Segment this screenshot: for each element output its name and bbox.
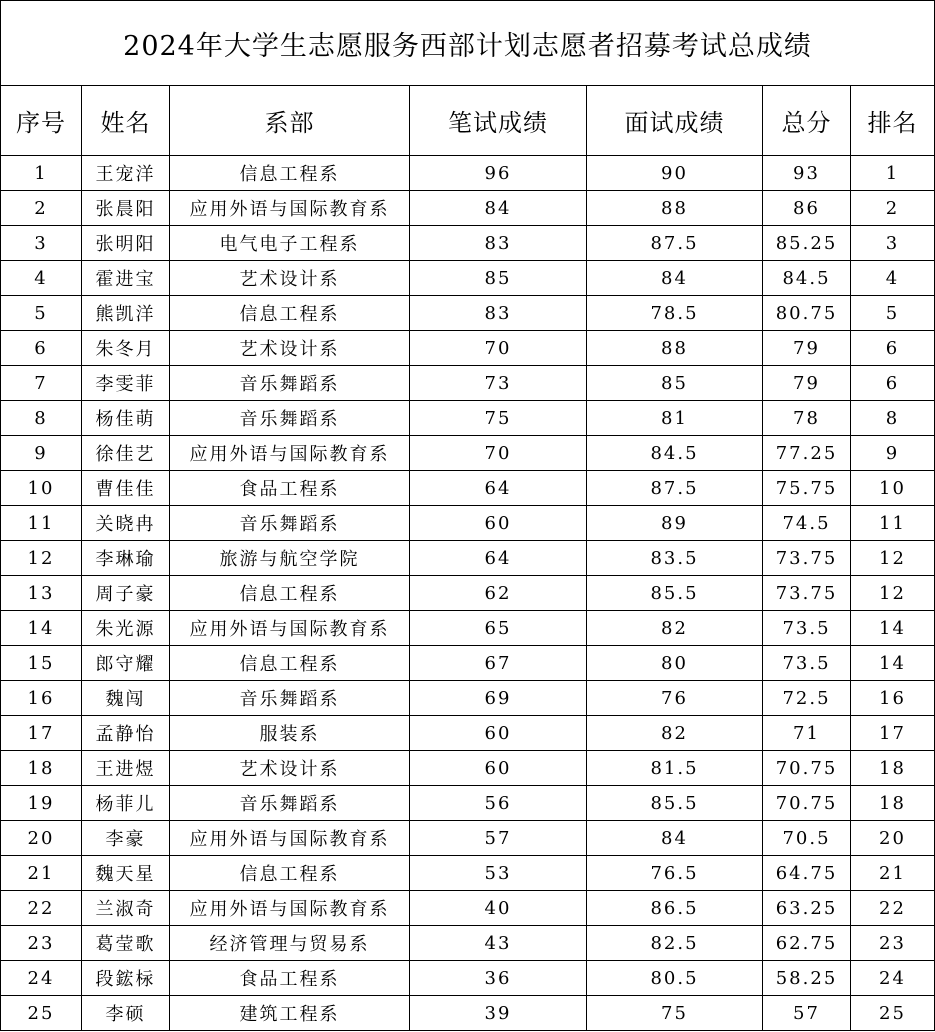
cell-no: 23 <box>1 926 82 961</box>
cell-dept: 食品工程系 <box>170 471 410 506</box>
cell-name: 杨菲儿 <box>82 786 170 821</box>
cell-written: 43 <box>410 926 587 961</box>
header-total: 总分 <box>763 86 851 156</box>
cell-dept: 应用外语与国际教育系 <box>170 821 410 856</box>
cell-dept: 旅游与航空学院 <box>170 541 410 576</box>
cell-rank: 18 <box>851 786 935 821</box>
cell-total: 70.5 <box>763 821 851 856</box>
cell-interview: 88 <box>587 191 763 226</box>
cell-no: 5 <box>1 296 82 331</box>
cell-written: 83 <box>410 226 587 261</box>
cell-total: 73.75 <box>763 541 851 576</box>
cell-rank: 14 <box>851 611 935 646</box>
cell-rank: 10 <box>851 471 935 506</box>
cell-interview: 75 <box>587 996 763 1031</box>
cell-no: 14 <box>1 611 82 646</box>
cell-no: 1 <box>1 156 82 191</box>
cell-rank: 20 <box>851 821 935 856</box>
cell-dept: 音乐舞蹈系 <box>170 506 410 541</box>
cell-dept: 应用外语与国际教育系 <box>170 436 410 471</box>
results-table-body <box>1 1 935 1031</box>
cell-total: 79 <box>763 366 851 401</box>
cell-total: 58.25 <box>763 961 851 996</box>
cell-written: 85 <box>410 261 587 296</box>
cell-total: 78 <box>763 401 851 436</box>
cell-dept: 食品工程系 <box>170 961 410 996</box>
cell-written: 40 <box>410 891 587 926</box>
cell-total: 79 <box>763 331 851 366</box>
cell-written: 57 <box>410 821 587 856</box>
cell-written: 84 <box>410 191 587 226</box>
cell-rank: 18 <box>851 751 935 786</box>
table-row <box>1 226 935 261</box>
table-row <box>1 681 935 716</box>
cell-rank: 3 <box>851 226 935 261</box>
cell-name: 段鋐柡 <box>82 961 170 996</box>
table-row <box>1 401 935 436</box>
cell-total: 57 <box>763 996 851 1031</box>
cell-total: 63.25 <box>763 891 851 926</box>
cell-name: 李豪 <box>82 821 170 856</box>
cell-name: 葛莹歌 <box>82 926 170 961</box>
cell-interview: 85 <box>587 366 763 401</box>
cell-interview: 87.5 <box>587 471 763 506</box>
cell-dept: 应用外语与国际教育系 <box>170 891 410 926</box>
cell-interview: 86.5 <box>587 891 763 926</box>
table-row <box>1 366 935 401</box>
table-row <box>1 926 935 961</box>
cell-rank: 21 <box>851 856 935 891</box>
cell-written: 64 <box>410 541 587 576</box>
table-row <box>1 611 935 646</box>
cell-interview: 76.5 <box>587 856 763 891</box>
table-row <box>1 191 935 226</box>
cell-total: 73.75 <box>763 576 851 611</box>
cell-name: 孟静怡 <box>82 716 170 751</box>
cell-rank: 6 <box>851 331 935 366</box>
cell-name: 霍进宝 <box>82 261 170 296</box>
cell-dept: 应用外语与国际教育系 <box>170 611 410 646</box>
cell-rank: 16 <box>851 681 935 716</box>
title-row <box>1 1 935 86</box>
cell-no: 25 <box>1 996 82 1031</box>
cell-written: 60 <box>410 716 587 751</box>
cell-total: 70.75 <box>763 751 851 786</box>
table-row <box>1 471 935 506</box>
cell-written: 39 <box>410 996 587 1031</box>
header-no: 序号 <box>1 86 82 156</box>
cell-rank: 25 <box>851 996 935 1031</box>
cell-name: 关晓冉 <box>82 506 170 541</box>
cell-total: 64.75 <box>763 856 851 891</box>
cell-total: 86 <box>763 191 851 226</box>
cell-written: 60 <box>410 506 587 541</box>
cell-dept: 音乐舞蹈系 <box>170 786 410 821</box>
table-row <box>1 786 935 821</box>
cell-no: 21 <box>1 856 82 891</box>
cell-no: 12 <box>1 541 82 576</box>
cell-no: 22 <box>1 891 82 926</box>
cell-written: 69 <box>410 681 587 716</box>
cell-interview: 90 <box>587 156 763 191</box>
cell-rank: 8 <box>851 401 935 436</box>
cell-no: 18 <box>1 751 82 786</box>
cell-no: 16 <box>1 681 82 716</box>
cell-interview: 85.5 <box>587 576 763 611</box>
cell-written: 96 <box>410 156 587 191</box>
cell-no: 13 <box>1 576 82 611</box>
header-dept: 系部 <box>170 86 410 156</box>
cell-interview: 82 <box>587 716 763 751</box>
cell-no: 17 <box>1 716 82 751</box>
cell-interview: 87.5 <box>587 226 763 261</box>
cell-total: 80.75 <box>763 296 851 331</box>
cell-total: 73.5 <box>763 646 851 681</box>
cell-dept: 艺术设计系 <box>170 331 410 366</box>
cell-no: 15 <box>1 646 82 681</box>
cell-rank: 2 <box>851 191 935 226</box>
cell-no: 19 <box>1 786 82 821</box>
cell-no: 3 <box>1 226 82 261</box>
cell-dept: 音乐舞蹈系 <box>170 681 410 716</box>
cell-written: 62 <box>410 576 587 611</box>
cell-written: 65 <box>410 611 587 646</box>
cell-name: 熊凯洋 <box>82 296 170 331</box>
table-title: 2024年大学生志愿服务西部计划志愿者招募考试总成绩 <box>1 1 935 86</box>
cell-written: 36 <box>410 961 587 996</box>
table-row <box>1 961 935 996</box>
table-row <box>1 436 935 471</box>
cell-written: 73 <box>410 366 587 401</box>
cell-interview: 83.5 <box>587 541 763 576</box>
cell-rank: 4 <box>851 261 935 296</box>
cell-rank: 12 <box>851 576 935 611</box>
cell-name: 李雯菲 <box>82 366 170 401</box>
cell-rank: 17 <box>851 716 935 751</box>
cell-interview: 82 <box>587 611 763 646</box>
cell-no: 7 <box>1 366 82 401</box>
cell-dept: 建筑工程系 <box>170 996 410 1031</box>
cell-total: 93 <box>763 156 851 191</box>
cell-no: 4 <box>1 261 82 296</box>
table-row <box>1 716 935 751</box>
cell-no: 8 <box>1 401 82 436</box>
cell-interview: 84.5 <box>587 436 763 471</box>
cell-name: 徐佳艺 <box>82 436 170 471</box>
cell-written: 70 <box>410 436 587 471</box>
cell-dept: 信息工程系 <box>170 296 410 331</box>
cell-dept: 信息工程系 <box>170 646 410 681</box>
cell-total: 84.5 <box>763 261 851 296</box>
cell-total: 62.75 <box>763 926 851 961</box>
cell-no: 24 <box>1 961 82 996</box>
table-row <box>1 856 935 891</box>
header-rank: 排名 <box>851 86 935 156</box>
cell-dept: 信息工程系 <box>170 576 410 611</box>
table-row <box>1 646 935 681</box>
cell-name: 朱光源 <box>82 611 170 646</box>
cell-total: 74.5 <box>763 506 851 541</box>
cell-total: 85.25 <box>763 226 851 261</box>
cell-rank: 22 <box>851 891 935 926</box>
table-row <box>1 331 935 366</box>
cell-rank: 11 <box>851 506 935 541</box>
cell-no: 2 <box>1 191 82 226</box>
cell-written: 53 <box>410 856 587 891</box>
cell-interview: 85.5 <box>587 786 763 821</box>
cell-total: 72.5 <box>763 681 851 716</box>
cell-interview: 78.5 <box>587 296 763 331</box>
table-row <box>1 156 935 191</box>
table-row <box>1 891 935 926</box>
cell-dept: 音乐舞蹈系 <box>170 366 410 401</box>
cell-name: 王宠洋 <box>82 156 170 191</box>
cell-written: 83 <box>410 296 587 331</box>
table-row <box>1 506 935 541</box>
cell-rank: 12 <box>851 541 935 576</box>
cell-name: 李琳瑜 <box>82 541 170 576</box>
table-row <box>1 751 935 786</box>
cell-name: 魏天星 <box>82 856 170 891</box>
cell-interview: 84 <box>587 821 763 856</box>
cell-dept: 信息工程系 <box>170 856 410 891</box>
cell-total: 75.75 <box>763 471 851 506</box>
cell-rank: 23 <box>851 926 935 961</box>
cell-name: 张晨阳 <box>82 191 170 226</box>
cell-name: 周子豪 <box>82 576 170 611</box>
cell-written: 70 <box>410 331 587 366</box>
table-row <box>1 996 935 1031</box>
header-written: 笔试成绩 <box>410 86 587 156</box>
cell-interview: 81 <box>587 401 763 436</box>
table-row <box>1 261 935 296</box>
cell-no: 11 <box>1 506 82 541</box>
cell-written: 56 <box>410 786 587 821</box>
cell-interview: 80 <box>587 646 763 681</box>
cell-name: 郎守耀 <box>82 646 170 681</box>
cell-no: 10 <box>1 471 82 506</box>
cell-name: 兰淑奇 <box>82 891 170 926</box>
cell-rank: 5 <box>851 296 935 331</box>
cell-interview: 82.5 <box>587 926 763 961</box>
cell-name: 曹佳佳 <box>82 471 170 506</box>
cell-written: 67 <box>410 646 587 681</box>
table-row <box>1 541 935 576</box>
cell-interview: 84 <box>587 261 763 296</box>
cell-total: 70.75 <box>763 786 851 821</box>
cell-total: 73.5 <box>763 611 851 646</box>
cell-written: 64 <box>410 471 587 506</box>
cell-rank: 24 <box>851 961 935 996</box>
cell-dept: 音乐舞蹈系 <box>170 401 410 436</box>
header-row <box>1 86 935 156</box>
cell-name: 魏闯 <box>82 681 170 716</box>
cell-interview: 76 <box>587 681 763 716</box>
header-interview: 面试成绩 <box>587 86 763 156</box>
cell-interview: 81.5 <box>587 751 763 786</box>
table-row <box>1 576 935 611</box>
cell-dept: 艺术设计系 <box>170 751 410 786</box>
header-name: 姓名 <box>82 86 170 156</box>
cell-interview: 80.5 <box>587 961 763 996</box>
cell-no: 9 <box>1 436 82 471</box>
cell-name: 王进煜 <box>82 751 170 786</box>
cell-no: 6 <box>1 331 82 366</box>
cell-no: 20 <box>1 821 82 856</box>
cell-dept: 服装系 <box>170 716 410 751</box>
cell-dept: 电气电子工程系 <box>170 226 410 261</box>
cell-total: 71 <box>763 716 851 751</box>
cell-name: 朱冬月 <box>82 331 170 366</box>
cell-rank: 6 <box>851 366 935 401</box>
cell-dept: 经济管理与贸易系 <box>170 926 410 961</box>
cell-interview: 88 <box>587 331 763 366</box>
cell-total: 77.25 <box>763 436 851 471</box>
table-row <box>1 296 935 331</box>
table-row <box>1 821 935 856</box>
cell-written: 75 <box>410 401 587 436</box>
cell-name: 张明阳 <box>82 226 170 261</box>
cell-rank: 1 <box>851 156 935 191</box>
cell-interview: 89 <box>587 506 763 541</box>
cell-name: 杨佳萌 <box>82 401 170 436</box>
cell-written: 60 <box>410 751 587 786</box>
cell-dept: 艺术设计系 <box>170 261 410 296</box>
cell-dept: 应用外语与国际教育系 <box>170 191 410 226</box>
cell-rank: 14 <box>851 646 935 681</box>
cell-rank: 9 <box>851 436 935 471</box>
cell-dept: 信息工程系 <box>170 156 410 191</box>
cell-name: 李硕 <box>82 996 170 1031</box>
